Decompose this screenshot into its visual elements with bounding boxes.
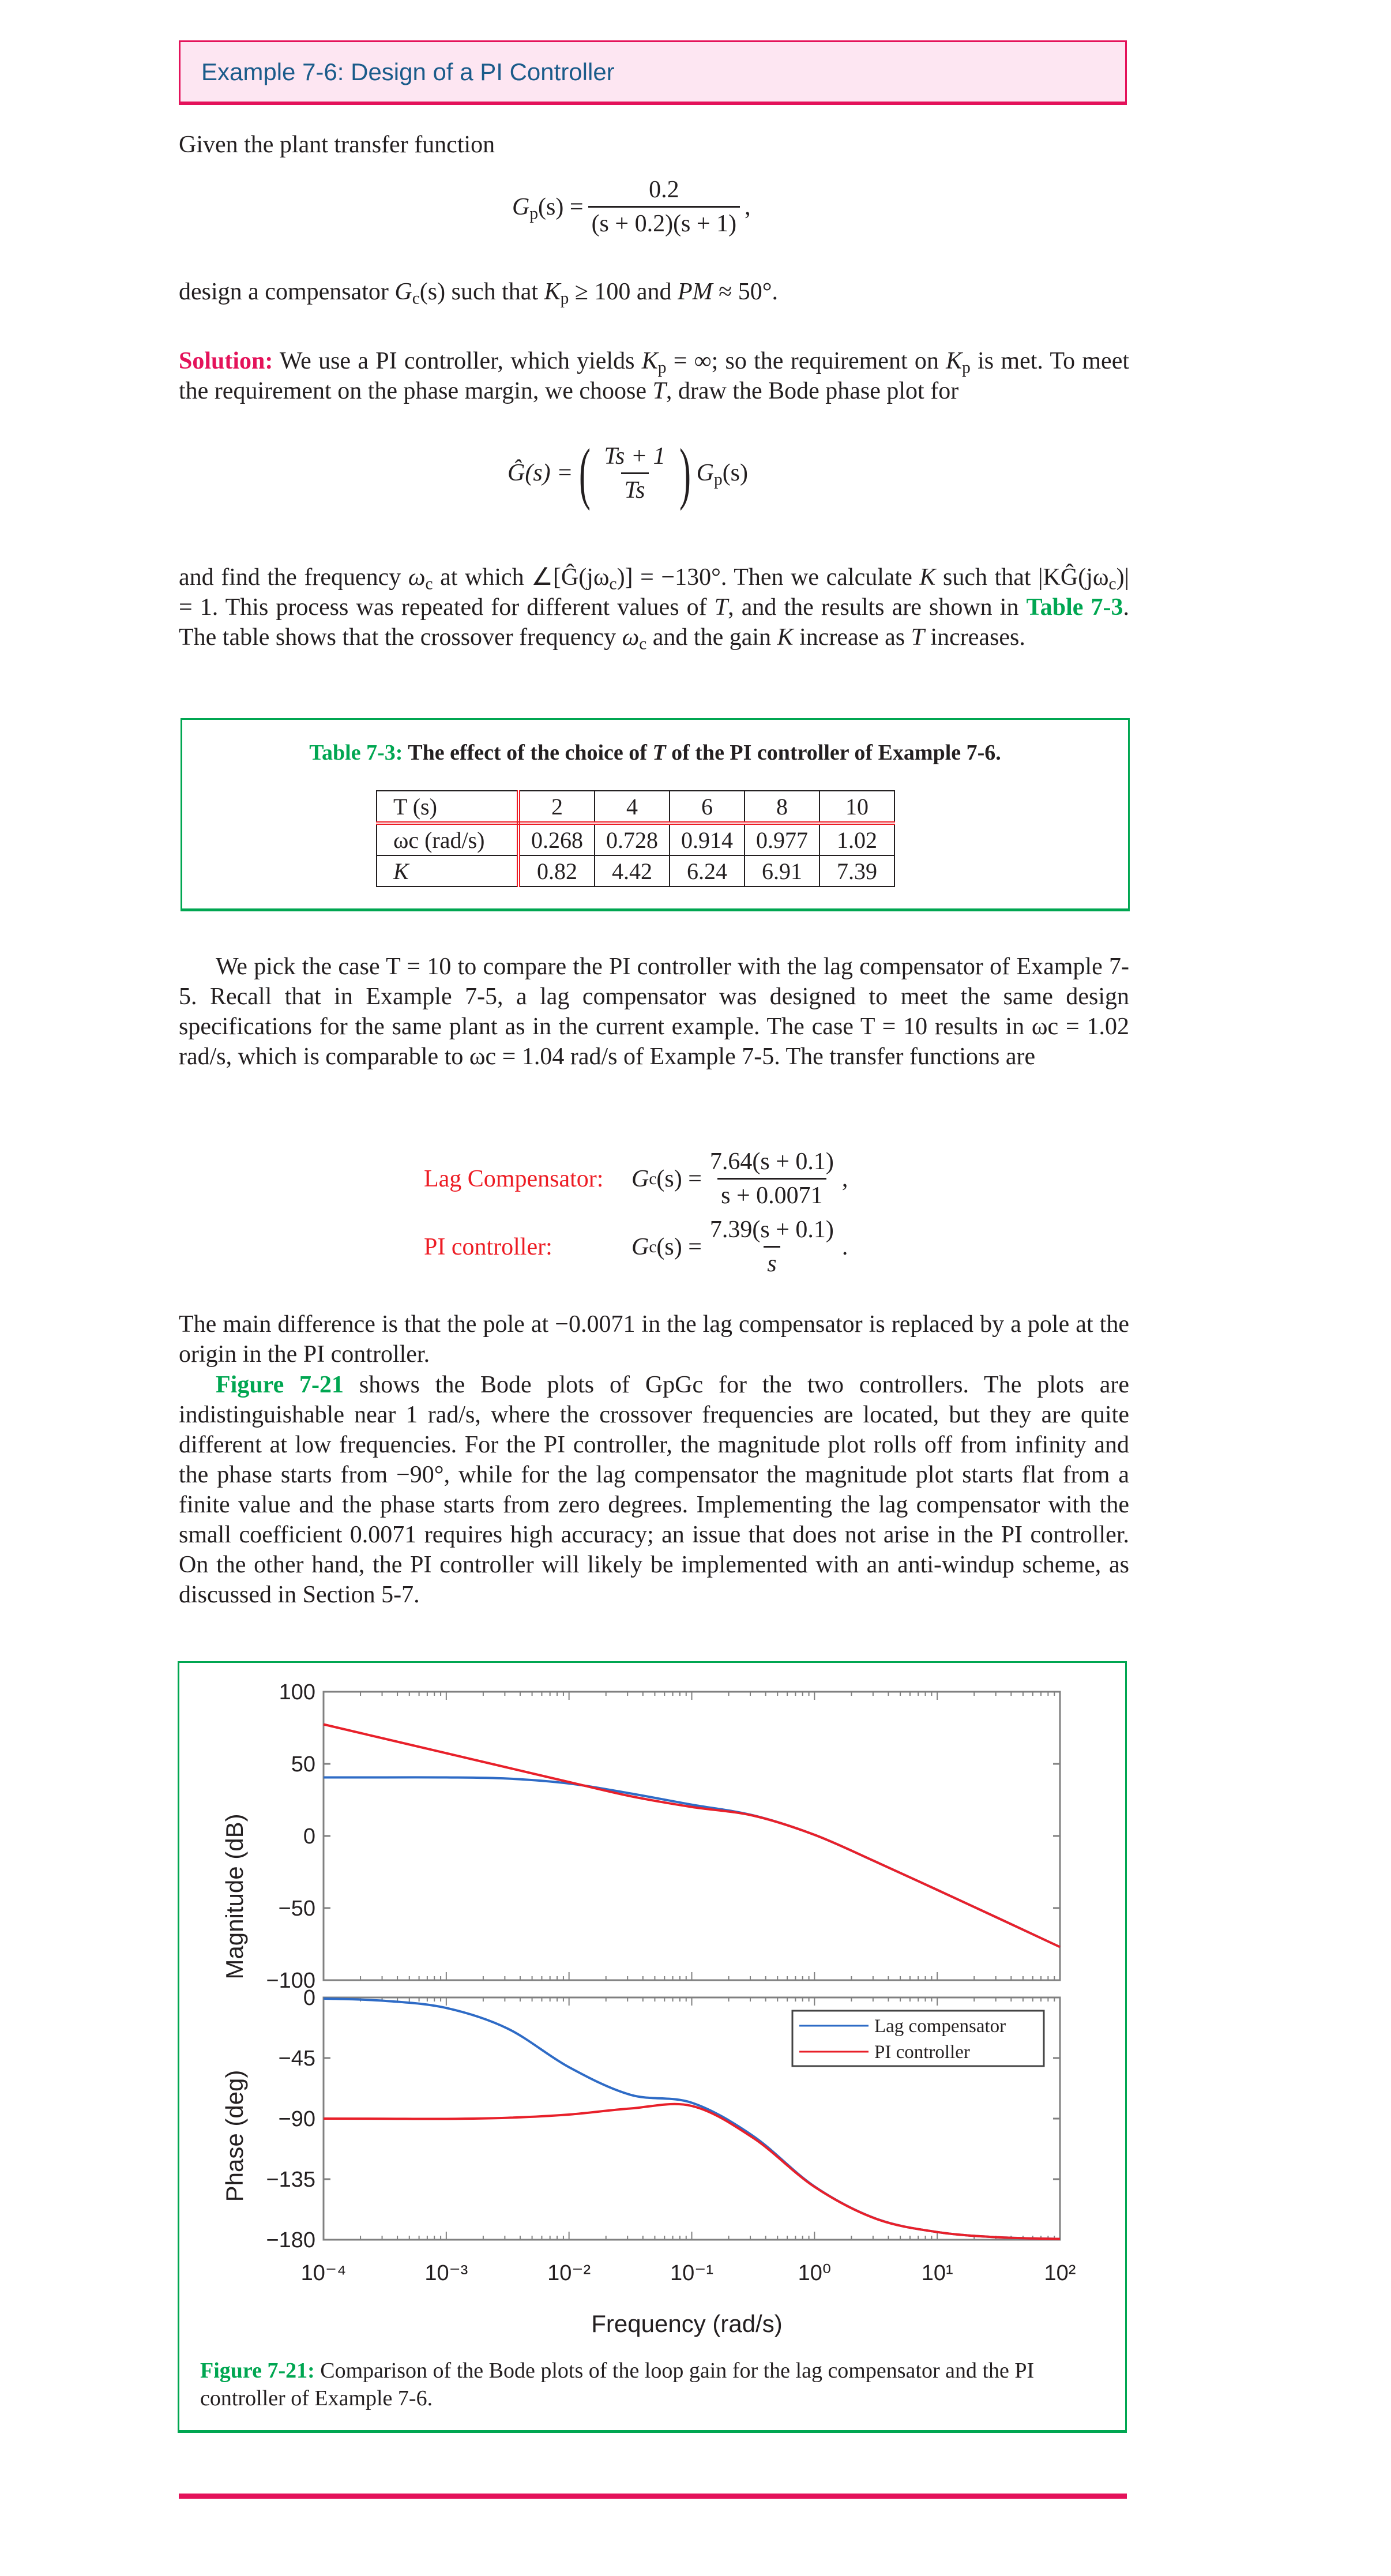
ghat-lhs: Ĝ(s) = — [507, 460, 573, 486]
bottom-rule — [179, 2494, 1127, 2499]
table-reference-link[interactable]: Table 7-3 — [1026, 594, 1123, 621]
header-cell: 10 — [819, 791, 894, 823]
design-kp-sub: p — [560, 289, 569, 308]
example-header — [179, 40, 1127, 105]
plant-equation — [512, 176, 751, 238]
x-tick-label: 10⁰ — [798, 2261, 832, 2285]
row-label: K — [377, 855, 518, 887]
p2-t10: increases. — [924, 624, 1025, 651]
pi-lhs: G — [631, 1233, 649, 1260]
p2-T-2: T — [911, 624, 924, 651]
table-cell: 1.02 — [819, 823, 894, 855]
p5-text: shows the Bode plots of GpGc for the two controllers. The plots are indistinguishable near 1 rad/s, where the crossover frequencies are located, but they are quite different at low frequencies. For the PI controller, the magnitude plot rolls off from infinity and the phase starts from −90°, while for the lag compensator the magnitude plot starts flat from a finite value and the phase starts from zero degrees. Implementing the lag compensator with the small coefficient 0.0071 requires high accuracy; an issue that does not arise in the PI controller. On the other hand, the PI controller will likely be implemented with an anti-windup scheme, as discussed in Section 5-7. — [179, 1372, 1130, 1608]
design-pm: PM — [678, 279, 713, 305]
figure-discussion-paragraph — [179, 1370, 1129, 1610]
solution-kp-sub-2: p — [962, 358, 971, 377]
table-caption-label: Table 7-3: — [309, 741, 403, 765]
header-cell: 2 — [518, 791, 595, 823]
header-cell: 6 — [670, 791, 745, 823]
magnitude-y-tick-label: 0 — [303, 1824, 315, 1849]
p2-wc-sub-2: c — [609, 574, 617, 594]
table-caption — [182, 740, 1128, 765]
plant-trail: , — [745, 193, 751, 220]
ghat-numerator: Ts + 1 — [604, 442, 666, 470]
p2-t9: increase as — [793, 624, 911, 651]
ghat-denominator: Ts — [621, 472, 649, 504]
table-cell: 6.91 — [745, 855, 819, 887]
row-label: ωc (rad/s) — [377, 823, 518, 855]
table-cell: 0.914 — [670, 823, 745, 855]
p2-t2: at which ∠[Ĝ(jω — [433, 564, 610, 591]
pi-lhs-arg: (s) = — [656, 1233, 702, 1260]
comparison-paragraph: We pick the case T = 10 to compare the PI controller with the lag compensator of Example 7-5. Recall that in Example 7-5, a lag compensator was designed to meet the same design specifications for the same plant as in the current example. The case T = 10 results in ωc = 1.02 rad/s, which is comparable to ωc = 1.04 rad/s of Example 7-5. The transfer functions are — [179, 953, 1129, 1070]
phase-y-tick-label: −45 — [278, 2046, 315, 2071]
difference-paragraph: The main difference is that the pole at −0.0071 in the lag compensator is replaced by a pole at the origin in the PI controller. — [179, 1311, 1129, 1368]
ghat-rhs-arg: (s) — [722, 460, 749, 486]
x-tick-label: 10⁻² — [547, 2261, 591, 2285]
phase-series-pi — [324, 2104, 1060, 2239]
design-end: ≈ 50°. — [712, 279, 779, 305]
design-mid: (s) such that — [419, 279, 544, 305]
p2-wc-sub: c — [425, 574, 433, 594]
figure-caption-label: Figure 7-21: — [200, 2359, 315, 2383]
header-cell: 8 — [745, 791, 819, 823]
plant-denominator: (s + 0.2)(s + 1) — [588, 206, 740, 238]
pi-numerator: 7.39(s + 0.1) — [709, 1216, 834, 1243]
table-cell: 0.82 — [518, 855, 595, 887]
p2-wc-sub-3: c — [1108, 574, 1116, 594]
x-tick-label: 10⁻³ — [424, 2261, 468, 2285]
figure-caption-text: Comparison of the Bode plots of the loop gain for the lag compensator and the PI controller of Example 7-6. — [200, 2359, 1035, 2410]
p2-t3: )] = −130°. Then we calculate — [616, 564, 920, 591]
table-row — [377, 855, 894, 887]
solution-text-3: is met. To meet the requirement on the phase margin, we choose — [179, 348, 1129, 404]
figure-caption — [200, 2357, 1100, 2412]
ghat-rhs: G — [696, 460, 714, 486]
x-tick-label: 10⁻⁴ — [300, 2261, 347, 2285]
p2-t5: )| = 1. This process was repeated for different values of — [179, 564, 1129, 621]
design-text — [179, 277, 1129, 307]
x-tick-label: 10² — [1044, 2261, 1076, 2285]
ghat-fraction — [600, 442, 668, 504]
header-cell-label: T (s) — [377, 791, 518, 823]
lag-compensator-equation: Lag Compensator: G c (s) = $\frac{7.64(s + 0.1)}{s + 0.0071}$ , — [424, 1148, 848, 1209]
magnitude-series-pi — [324, 1725, 1060, 1947]
legend-label-pi: PI controller — [874, 2042, 970, 2063]
design-cond: ≥ 100 and — [569, 279, 678, 305]
figure-reference-link[interactable]: Figure 7-21 — [216, 1372, 344, 1398]
lag-lhs-arg: (s) = — [656, 1165, 702, 1192]
pi-denominator: s — [764, 1246, 780, 1278]
lag-denominator: s + 0.0071 — [717, 1178, 826, 1210]
lag-trail: , — [841, 1165, 848, 1192]
bode-plot — [179, 1663, 1125, 2344]
design-kp: K — [544, 279, 561, 305]
magnitude-y-tick-label: 50 — [291, 1752, 315, 1777]
x-tick-label: 10⁻¹ — [670, 2261, 713, 2285]
figure-7-21-box — [178, 1661, 1127, 2433]
magnitude-y-tick-label: −100 — [266, 1969, 315, 1993]
ghat-rhs-sub: p — [713, 470, 723, 489]
magnitude-ylabel: Magnitude (dB) — [221, 1813, 248, 1980]
phase-legend — [792, 2011, 1044, 2066]
phase-y-tick-label: 0 — [303, 1986, 315, 2010]
pi-controller-equation: PI controller: G c (s) = $\frac{7.39(s + 0.1)}{s}$ . — [424, 1216, 848, 1277]
p2-t6: , and the results are shown in — [728, 594, 1027, 621]
p2-K-2: K — [777, 624, 794, 651]
pi-trail: . — [841, 1233, 848, 1260]
pi-label: PI controller: — [424, 1233, 552, 1260]
legend-label-lag: Lag compensator — [874, 2016, 1006, 2037]
plant-arg: (s) = — [538, 193, 584, 220]
p2-t7: . The table shows that the crossover frequency — [179, 594, 1129, 651]
table-header-row — [377, 791, 894, 823]
design-gc-sub: c — [412, 289, 420, 308]
table-caption-rest: of the PI controller of Example 7-6. — [666, 741, 1001, 765]
plant-lhs: G — [512, 193, 530, 220]
results-table — [376, 790, 895, 887]
p2-t4: such that |KĜ(jω — [935, 564, 1109, 591]
magnitude-axes — [266, 1680, 1060, 1993]
solution-kp-2: K — [946, 348, 963, 374]
lag-label: Lag Compensator: — [424, 1165, 604, 1192]
table-caption-T: T — [652, 741, 666, 765]
frequency-xlabel: Frequency (rad/s) — [591, 2310, 783, 2337]
p2-wc-sub-4: c — [639, 634, 647, 654]
given-text: Given the plant transfer function — [179, 132, 495, 158]
phase-y-tick-label: −180 — [266, 2228, 315, 2252]
table-caption-text: The effect of the choice of — [403, 741, 653, 765]
magnitude-series-lag — [324, 1777, 1060, 1947]
header-cell: 4 — [595, 791, 670, 823]
table-cell: 6.24 — [670, 855, 745, 887]
design-gc: G — [394, 279, 412, 305]
plant-lhs-sub: p — [529, 204, 539, 223]
solution-label: Solution: — [179, 348, 273, 374]
p2-T: T — [714, 594, 728, 621]
phase-y-tick-label: −135 — [266, 2168, 315, 2192]
lag-fraction — [706, 1148, 837, 1210]
table-cell: 7.39 — [819, 855, 894, 887]
phase-y-tick-label: −90 — [278, 2107, 315, 2131]
x-tick-label: 10¹ — [921, 2261, 953, 2285]
design-pre: design a compensator — [179, 279, 395, 305]
magnitude-frame — [324, 1692, 1060, 1980]
p2-t8: and the gain — [646, 624, 777, 651]
table-cell: 0.977 — [745, 823, 819, 855]
procedure-paragraph — [179, 562, 1129, 652]
magnitude-y-tick-label: 100 — [279, 1680, 315, 1704]
lag-numerator: 7.64(s + 0.1) — [709, 1148, 834, 1175]
p2-wc-2: ω — [622, 624, 640, 651]
table-cell: 4.42 — [595, 855, 670, 887]
magnitude-y-tick-label: −50 — [278, 1897, 315, 1921]
p2-t1: and find the frequency — [179, 564, 408, 591]
solution-kp: K — [641, 348, 658, 374]
solution-paragraph — [179, 346, 1129, 406]
plant-numerator: 0.2 — [649, 177, 679, 203]
right-paren: ) — [679, 434, 691, 511]
solution-text-4: , draw the Bode phase plot for — [666, 378, 959, 404]
solution-kp-sub: p — [657, 358, 667, 377]
left-paren: ( — [578, 434, 591, 511]
table-row — [377, 823, 894, 855]
solution-T: T — [652, 378, 666, 404]
lag-lhs: G — [631, 1165, 649, 1192]
solution-text-1: We use a PI controller, which yields — [273, 348, 642, 374]
phase-ylabel: Phase (deg) — [221, 2070, 248, 2202]
solution-text-2: = ∞; so the requirement on — [666, 348, 946, 374]
table-cell: 0.728 — [595, 823, 670, 855]
pi-fraction — [706, 1216, 837, 1278]
plant-fraction — [588, 176, 740, 238]
p2-wc: ω — [408, 564, 426, 591]
table-7-3-box — [181, 718, 1130, 911]
example-title: Example 7-6: Design of a PI Controller — [201, 58, 615, 85]
p2-K: K — [919, 564, 936, 591]
ghat-equation — [507, 434, 749, 511]
table-cell: 0.268 — [518, 823, 595, 855]
